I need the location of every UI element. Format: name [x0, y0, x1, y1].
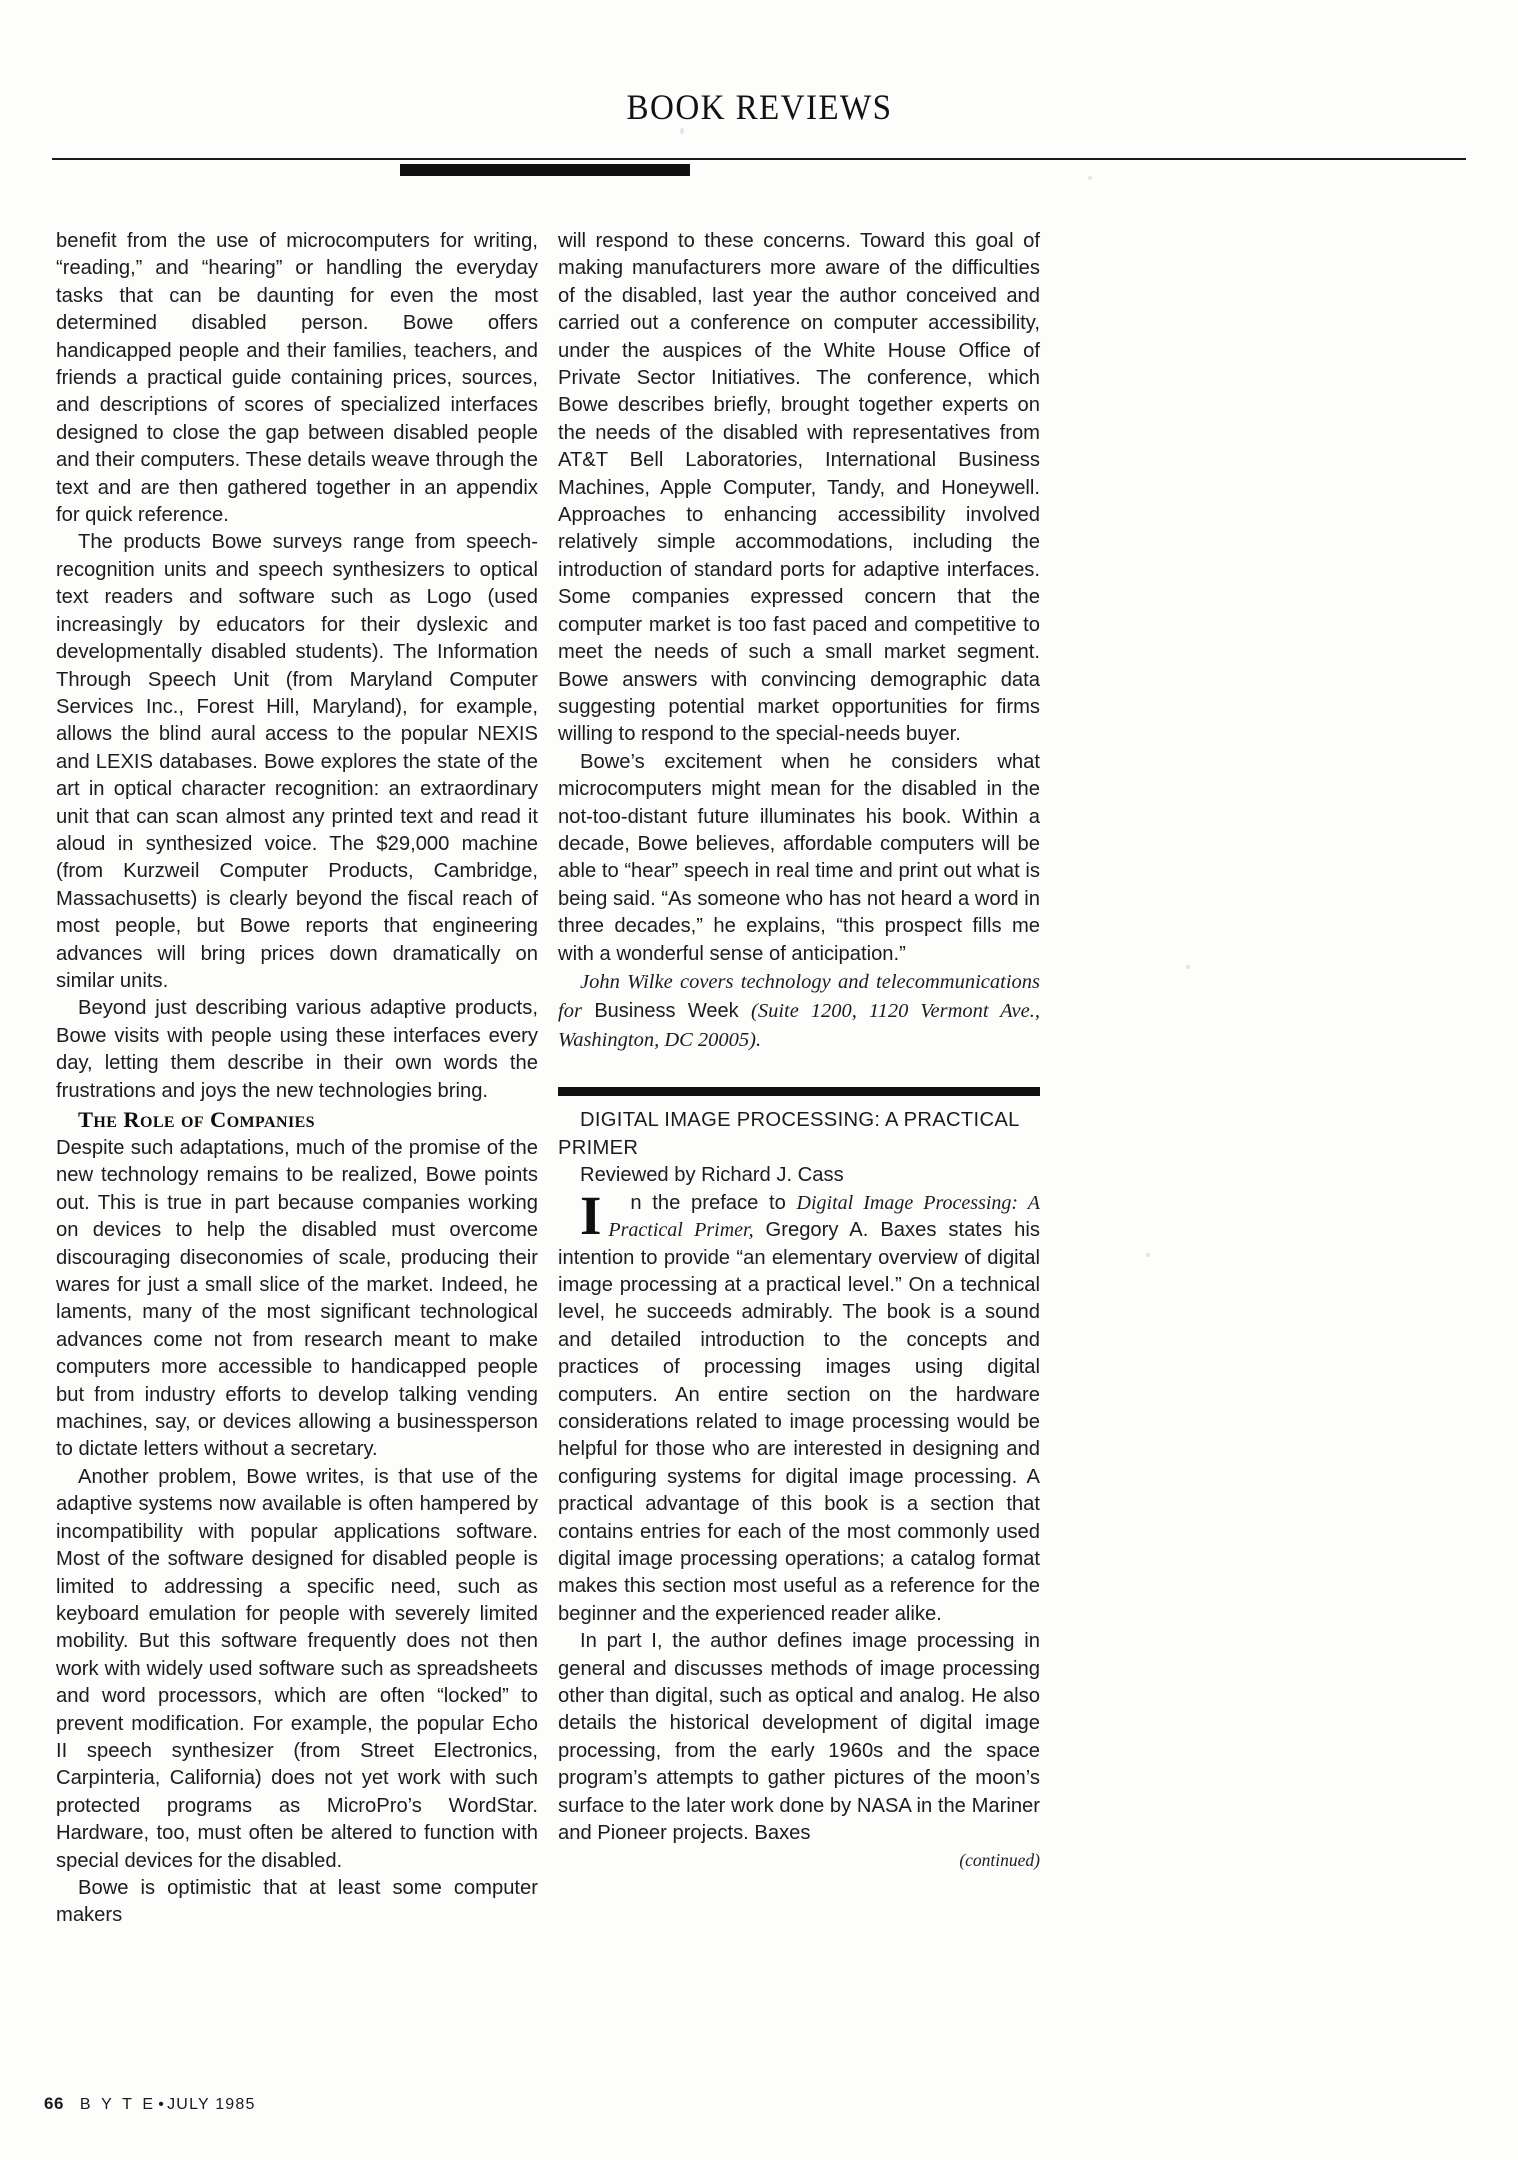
body-paragraph: Bowe is optimistic that at least some computer makers [56, 1876, 538, 1927]
scan-speck [1088, 176, 1092, 180]
right-column [558, 228, 1040, 1872]
scan-speck [1186, 965, 1190, 969]
left-column [56, 228, 538, 1930]
body-paragraph: will respond to these concerns. Toward this goal of making manufacturers more aware of the difficulties of the disabled, last year the author conceived and carried out a conference on computer accessibility, under the auspices of the White House Office of Private Sector Initiatives. The conference, which Bowe describes briefly, brought together experts on the needs of the disabled with representatives from AT&T Bell Laboratories, International Business Machines, Apple Computer, Tandy, and Honeywell. Approaches to enhancing accessibility involved relatively simple accommodations, including the introduction of standard ports for adaptive interfaces. Some companies expressed concern that the computer market is too fast paced and competitive to meet the needs of such a small market segment. Bowe answers with convincing demographic data suggesting potential market opportunities for firms willing to respond to the special-needs buyer. [558, 230, 1040, 746]
page-footer [44, 2094, 256, 2114]
footer-magazine-name: B Y T E [79, 2096, 157, 2113]
footer-separator-dot: • [158, 2096, 166, 2113]
footer-page-number: 66 [44, 2094, 64, 2113]
review-title: DIGITAL IMAGE PROCESSING: A PRACTICAL PRIMER [558, 1108, 1019, 1159]
scan-speck [680, 128, 684, 134]
author-byline [558, 968, 1040, 1055]
body-paragraph: In part I, the author defines image processing in general and discusses methods of image processing other than digital, such as optical and analog. He also details the historical development of digital image processing, from the early 1960s and the space program’s attempts to gather pictures of the moon’s surface to the later work done by NASA in the Mariner and Pioneer projects. Baxes [558, 1630, 1040, 1845]
continued-marker: (continued) [959, 1849, 1040, 1870]
review-reviewer: Reviewed by Richard J. Cass [580, 1164, 844, 1187]
byline-lead: John Wilke covers technology and telecommunications for [558, 970, 1040, 1022]
masthead-rule-thin [52, 158, 1466, 160]
body-paragraph: Bowe’s excitement when he considers what microcomputers might mean for the disabled in the not-too-distant future illuminates his book. Within a decade, Bowe believes, affordable computers will be able to “hear” speech in real time and print out what is being said. “As someone who has not heard a word in three decades,” he explains, “this prospect fills me with a wonderful sense of anticipation.” [558, 750, 1040, 965]
body-paragraph: Another problem, Bowe writes, is that use of the adaptive systems now available is often hampered by incompatibility with popular applications software. Most of the software designed for disabled people is limited to addressing a specific need, such as keyboard emulation for people with severely limited mobility. But this software frequently does not then work with widely used software such as spreadsheets and word processors, which are often “locked” to prevent modification. For example, the popular Echo II speech synthesizer (from Street Electronics, Carpinteria, California) does not yet work with such protected programs as MicroPro’s WordStar. Hardware, too, must often be altered to function with special devices for the disabled. [56, 1465, 538, 1872]
body-paragraph: Beyond just describing various adaptive products, Bowe visits with people using these interfaces every day, letting them describe in their own words the frustrations and joys the new technologies bring. [56, 997, 538, 1102]
page-masthead [0, 86, 1518, 128]
page-title: BOOK REVIEWS [626, 87, 892, 127]
body-paragraph: Despite such adaptations, much of the promise of the new technology remains to be realized, Bowe points out. This is true in part because companies working on devices to help the disabled must overcome discouraging diseconomies of scale, producing their wares for just a small slice of the market. Indeed, he laments, many of the most significant technological advances come not from research meant to make computers more accessible to handicapped people but from industry efforts to develop talking vending machines, say, or devices allowing a businessperson to dictate letters without a secretary. [56, 1137, 538, 1461]
footer-issue-date: JULY 1985 [167, 2096, 256, 2113]
byline-address: (Suite 1200, 1120 Vermont Ave., Washington, DC 20005). [558, 999, 1041, 1051]
book-title-italic: Digital Image Processing: A Practical Primer, [608, 1191, 1040, 1242]
paragraph-rest: Gregory A. Baxes states his intention to provide “an elementary overview of digital image processing at a practical level.” On a technical level, he succeeds admirably. The book is a sound and detailed introduction to the concepts and practices of processing images using digital computers. An entire section on the hardware considerations related to image processing would be helpful for those who are interested in designing and configuring systems for digital image processing. A practical advantage of this book is a section that contains entries for each of the most commonly used digital image processing operations; a catalog format makes this section most useful as a reference for the beginner and the experienced reader alike. [558, 1219, 1040, 1625]
body-paragraph: benefit from the use of microcomputers for writing, “reading,” and “hearing” or handling the everyday tasks that can be daunting for even the most determined disabled person. Bowe offers handicapped people and their families, teachers, and friends a practical guide containing prices, sources, and descriptions of scores of specialized interfaces designed to close the gap between disabled people and their computers. These details weave through the text and are then gathered together in an appendix for quick reference. [56, 230, 538, 527]
section-heading: The Role of Companies [78, 1107, 315, 1132]
review-separator-rule [558, 1087, 1040, 1096]
body-paragraph [558, 1190, 1040, 1629]
drop-cap: I [580, 1189, 602, 1246]
scan-speck [1146, 1253, 1150, 1257]
byline-publication: Business Week [581, 999, 751, 1022]
paragraph-lead: n the preface to [630, 1191, 797, 1214]
body-paragraph: The products Bowe surveys range from speech-recognition units and speech synthesizers to optical text readers and software such as Logo (used increasingly by educators for their dyslexic and developmentally disabled students). The Information Through Speech Unit (from Maryland Computer Services Inc., Forest Hill, Maryland), for example, allows the blind aural access to the popular NEXIS and LEXIS databases. Bowe explores the state of the art in optical character recognition: an extraordinary unit that can scan almost any printed text and read it aloud in synthesized voice. The $29,000 machine (from Kurzweil Computer Products, Cambridge, Massachusetts) is clearly beyond the fiscal reach of most people, but Bowe reports that engineering advances will bring prices down dramatically on similar units. [56, 531, 538, 992]
masthead-rule-thick [400, 164, 690, 176]
